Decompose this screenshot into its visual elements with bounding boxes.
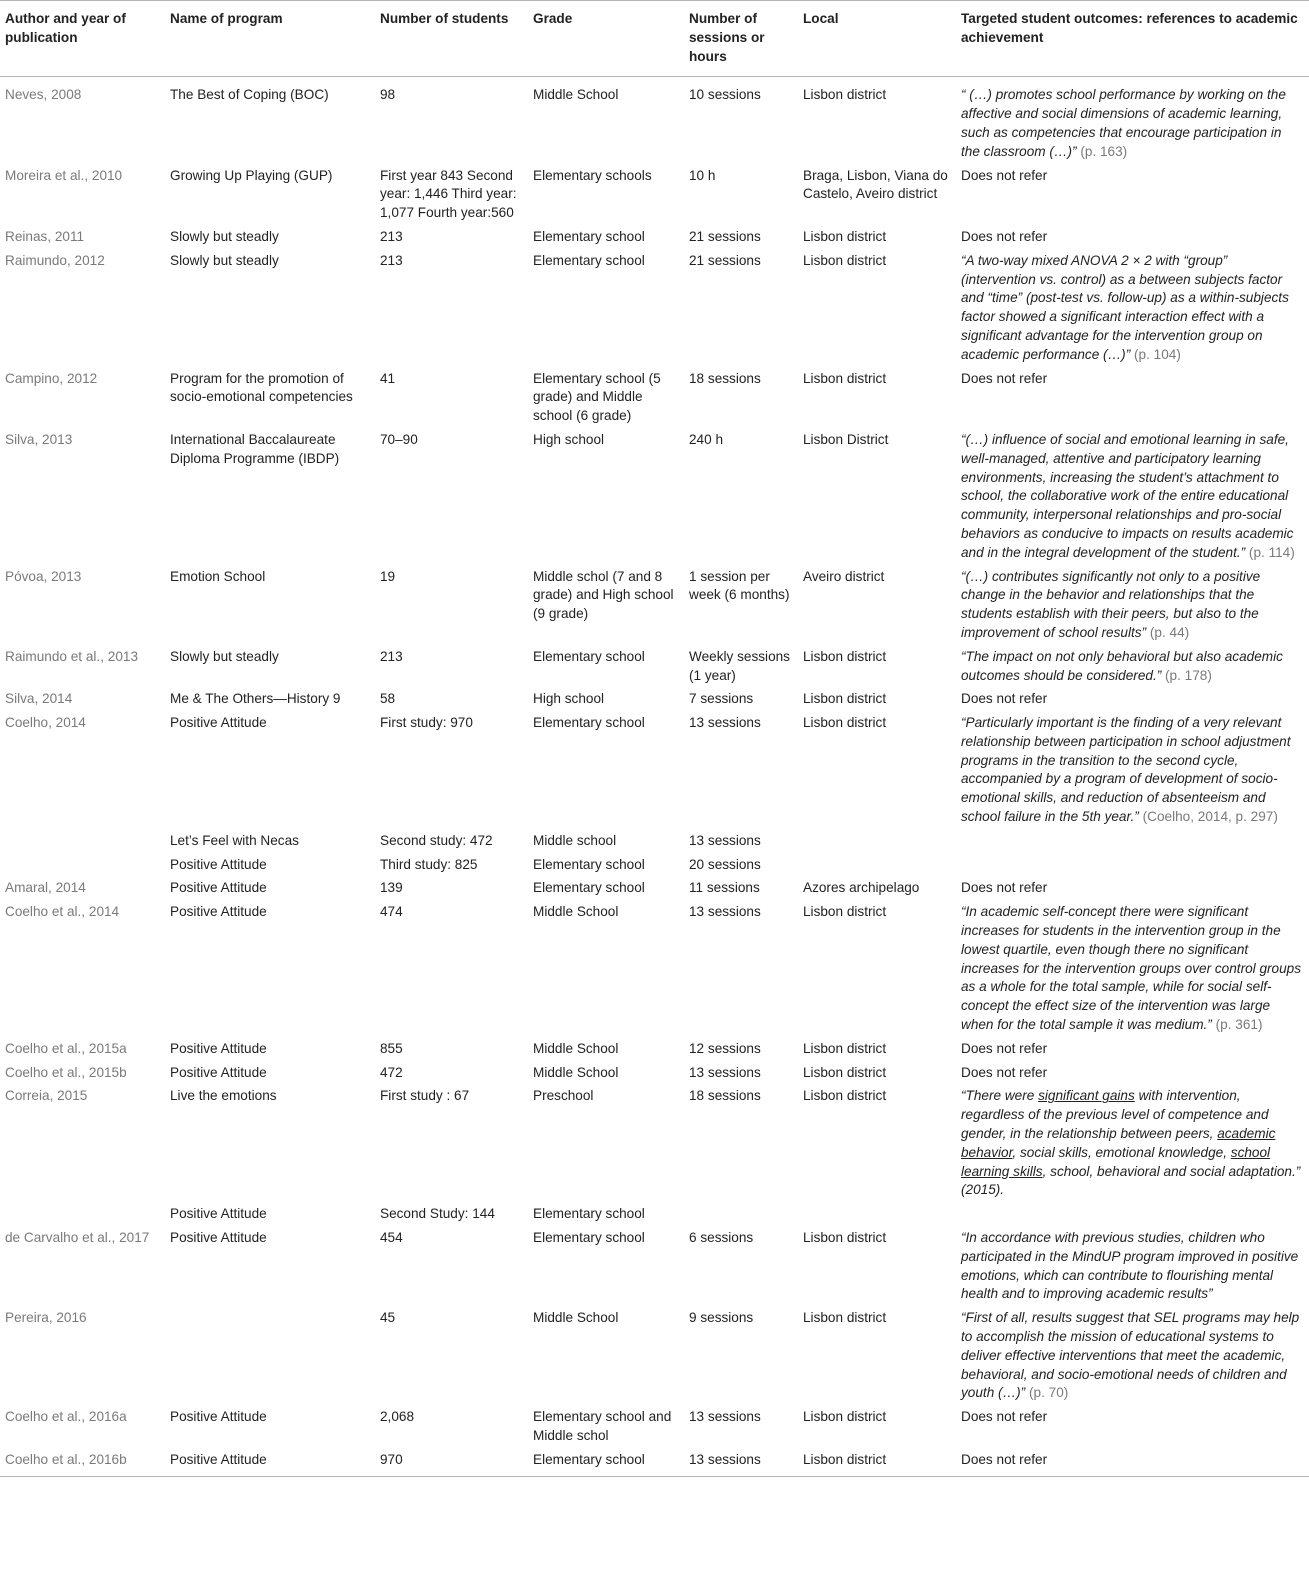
cell-outcome (956, 166, 1309, 227)
cell-program: Slowly but steadly (170, 252, 279, 268)
outcome-quote: “A two-way mixed ANOVA 2 × 2 with “group” (intervention vs. control) as a between subjects factor and “time” (post-test vs. follow-up) as a within-subjects factor showed a significant interaction effect with a significant advantage for the intervention group on academic performance (…)” (961, 252, 1289, 362)
cell-outcome (956, 855, 1309, 879)
cell-sessions: 10 sessions (689, 87, 761, 103)
cell-author: Póvoa, 2013 (5, 568, 82, 584)
cell-sessions: 12 sessions (689, 1040, 761, 1056)
header-local: Local (798, 1, 956, 77)
cell-program: Slowly but steadly (170, 228, 279, 244)
cell-program: International Baccalaureate Diploma Programme (IBDP) (170, 431, 340, 466)
header-grade: Grade (528, 1, 684, 77)
cell-grade: Elementary school (528, 1450, 684, 1476)
cell-outcome (956, 1228, 1309, 1308)
outcome-text: Does not refer (961, 1064, 1048, 1080)
cell-program: Positive Attitude (170, 1040, 267, 1056)
cell-local: Lisbon District (803, 431, 889, 447)
cell-author: Silva, 2014 (5, 691, 73, 707)
cell-author: Coelho et al., 2015a (5, 1040, 127, 1056)
cell-sessions: 6 sessions (689, 1230, 754, 1246)
cell-local: Lisbon district (803, 1064, 887, 1080)
outcome-page-ref: (p. 104) (1130, 346, 1181, 362)
cell-outcome (956, 1039, 1309, 1063)
table-row (0, 77, 1309, 166)
cell-sessions: 21 sessions (689, 228, 761, 244)
cell-local: Lisbon district (803, 1310, 887, 1326)
cell-grade: Elementary school (533, 880, 645, 896)
cell-sessions: 9 sessions (689, 1310, 754, 1326)
cell-sessions: 13 sessions (684, 1450, 798, 1476)
outcome-quote: “(…) influence of social and emotional learning in safe, well-managed, attentive and participatory learning environments, increasing the student’s attachment to school, the collaborative work of the entire educational community, interpersonal relationships and pro-social behaviors as conducive to impacts on results academic and in the integral development of the student.” (961, 431, 1294, 560)
cell-grade: Elementary school (533, 856, 645, 872)
cell-students: 454 (380, 1230, 403, 1246)
cell-outcome (956, 251, 1309, 369)
cell-program: Growing Up Playing (GUP) (170, 167, 333, 183)
cell-local: Lisbon district (803, 1230, 887, 1246)
cell-local: Lisbon district (803, 370, 887, 386)
outcome-text: Does not refer (961, 1409, 1048, 1425)
cell-author: Coelho, 2014 (5, 715, 86, 731)
cell-program: Let’s Feel with Necas (170, 832, 299, 848)
cell-sessions: Weekly sessions (1 year) (689, 648, 790, 683)
cell-program: Positive Attitude (165, 1450, 375, 1476)
cell-grade: High school (533, 431, 605, 447)
outcome-page-ref: (p. 163) (1076, 143, 1128, 159)
outcome-quote: “ (…) promotes school performance by working on the affective and social dimensions of academic learning, such as competencies that encourage participation in the classroom (…)” (961, 87, 1286, 159)
cell-local (798, 1204, 956, 1228)
table-row (0, 567, 1309, 647)
cell-local: Azores archipelago (803, 880, 920, 896)
cell-program: Live the emotions (170, 1088, 277, 1104)
table-row (0, 1063, 1309, 1087)
cell-grade: Elementary school (533, 1206, 645, 1222)
cell-students: 474 (380, 904, 403, 920)
cell-students: 58 (380, 691, 396, 707)
cell-program: The Best of Coping (BOC) (170, 87, 329, 103)
outcome-text: Does not refer (961, 880, 1048, 896)
cell-program: Slowly but steadly (170, 648, 279, 664)
cell-sessions: 1 session per week (6 months) (689, 568, 790, 603)
table-row (0, 1039, 1309, 1063)
cell-program: Positive Attitude (170, 1230, 267, 1246)
table-row (0, 855, 1309, 879)
table-row (0, 251, 1309, 369)
header-author: Author and year of publication (0, 1, 165, 77)
outcome-text: Does not refer (961, 370, 1048, 386)
outcome-page-ref: (p. 70) (1025, 1385, 1069, 1401)
cell-students: Second study: 472 (380, 832, 493, 848)
cell-sessions: 13 sessions (689, 1064, 761, 1080)
cell-students: First study : 67 (380, 1088, 470, 1104)
cell-local: Aveiro district (803, 568, 885, 584)
cell-local: Lisbon district (803, 904, 887, 920)
cell-author: Coelho et al., 2015b (5, 1064, 127, 1080)
cell-students: 45 (380, 1310, 396, 1326)
table-row (0, 166, 1309, 227)
cell-outcome (956, 1407, 1309, 1450)
cell-outcome (956, 1204, 1309, 1228)
cell-author: Moreira et al., 2010 (5, 167, 123, 183)
cell-author: Pereira, 2016 (5, 1310, 87, 1326)
cell-local (798, 831, 956, 855)
outcome-text: Does not refer (961, 1451, 1048, 1467)
cell-sessions: 18 sessions (689, 370, 761, 386)
table-row (0, 227, 1309, 251)
table-row (0, 713, 1309, 831)
cell-local: Lisbon district (803, 648, 887, 664)
outcome-quote: , school, behavioral and social adaptation.” (2015). (961, 1163, 1301, 1198)
cell-sessions: 7 sessions (689, 691, 754, 707)
cell-sessions: 13 sessions (689, 904, 761, 920)
cell-outcome (956, 567, 1309, 647)
cell-students: 19 (380, 568, 396, 584)
cell-sessions: 10 h (689, 167, 716, 183)
cell-grade: Middle school (533, 832, 617, 848)
cell-grade: Elementary school (533, 252, 645, 268)
cell-sessions: 13 sessions (689, 715, 761, 731)
cell-outcome (956, 878, 1309, 902)
cell-local (798, 855, 956, 879)
outcome-quote: “In academic self-concept there were significant increases for students in the intervention group in the lowest quartile, even though there no significant increases for the intervention groups over control groups as a whole for the total sample, while for social self-concept the effect size of the intervention was large when for the total sample it was medium.” (961, 904, 1302, 1033)
cell-sessions: 21 sessions (689, 252, 761, 268)
table-row (0, 689, 1309, 713)
table-row (0, 878, 1309, 902)
cell-grade: Middle School (533, 1310, 619, 1326)
cell-grade: High school (533, 691, 605, 707)
table-row (0, 1407, 1309, 1450)
table-row (0, 1204, 1309, 1228)
cell-students: 213 (380, 252, 403, 268)
cell-author: Campino, 2012 (5, 370, 98, 386)
outcome-page-ref: (p. 44) (1146, 624, 1190, 640)
cell-outcome (956, 1086, 1309, 1204)
outcome-quote: “There were (961, 1088, 1039, 1104)
cell-outcome (956, 369, 1309, 430)
cell-grade: Elementary school and Middle schol (533, 1409, 672, 1443)
cell-grade: Middle School (533, 1040, 619, 1056)
cell-outcome (956, 1063, 1309, 1087)
cell-grade: Preschool (533, 1088, 594, 1104)
header-students: Number of students (375, 1, 528, 77)
table-row (0, 430, 1309, 567)
outcome-emphasis: academic behavior (961, 1126, 1276, 1160)
cell-local: Lisbon district (803, 1409, 887, 1425)
cell-outcome (956, 227, 1309, 251)
outcome-page-ref: (p. 114) (1245, 544, 1295, 560)
cell-grade: Middle schol (7 and 8 grade) and High school (9 grade) (533, 568, 674, 622)
cell-students: Second Study: 144 (380, 1206, 495, 1222)
outcome-text: Does not refer (961, 228, 1048, 244)
table-row (0, 1450, 1309, 1476)
cell-sessions: 13 sessions (689, 1409, 761, 1425)
table-header (0, 1, 1309, 77)
cell-author: Coelho et al., 2016a (5, 1409, 127, 1425)
cell-grade: Middle School (533, 1064, 619, 1080)
cell-author (0, 831, 165, 855)
cell-outcome (956, 1450, 1309, 1476)
cell-students: 98 (380, 87, 396, 103)
outcome-page-ref: (Coelho, 2014, p. 297) (1138, 809, 1278, 825)
cell-grade: Elementary school (5 grade) and Middle school (6 grade) (533, 370, 661, 424)
cell-students: 41 (380, 370, 396, 386)
cell-program (165, 1308, 375, 1407)
cell-students: 213 (380, 228, 403, 244)
table-body (0, 77, 1309, 1476)
cell-grade: Elementary schools (533, 167, 652, 183)
cell-program: Me & The Others—History 9 (170, 691, 341, 707)
cell-local: Lisbon district (803, 691, 887, 707)
cell-author: Coelho et al., 2014 (5, 904, 120, 920)
cell-local: Braga, Lisbon, Viana do Castelo, Aveiro district (803, 167, 948, 202)
outcome-quote: “In accordance with previous studies, children who participated in the MindUP program improved in positive emotions, which can contribute to flourishing mental health and to improving academic results” (961, 1230, 1299, 1302)
cell-author: de Carvalho et al., 2017 (5, 1230, 150, 1246)
cell-students: First study: 970 (380, 715, 473, 731)
cell-grade: Elementary school (533, 648, 645, 664)
outcome-text: Does not refer (961, 167, 1048, 183)
cell-author: Neves, 2008 (5, 87, 82, 103)
cell-grade: Middle School (533, 904, 619, 920)
outcome-emphasis: significant gains (1038, 1088, 1135, 1104)
table-row (0, 1086, 1309, 1204)
cell-grade: Elementary school (533, 1230, 645, 1246)
cell-program: Positive Attitude (170, 715, 267, 731)
outcome-quote: “The impact on not only behavioral but also academic outcomes should be considered.” (961, 648, 1283, 683)
table-row (0, 1308, 1309, 1407)
outcome-quote: “Particularly important is the finding of a very relevant relationship between participation in school adjustment programs in the transition to the second cycle, accompanied by a program of development of socio-emotional skills, and reduction of absenteeism and school failure in the 5th year.” (961, 715, 1291, 825)
cell-sessions: 20 sessions (689, 856, 761, 872)
cell-author: Coelho et al., 2016b (0, 1450, 165, 1476)
cell-program: Positive Attitude (170, 1409, 267, 1425)
outcome-text: Does not refer (961, 691, 1048, 707)
cell-local: Lisbon district (803, 1040, 887, 1056)
cell-program: Program for the promotion of socio-emotional competencies (170, 370, 353, 405)
cell-local: Lisbon district (803, 1088, 887, 1104)
header-outcomes: Targeted student outcomes: references to academic achievement (956, 1, 1309, 77)
cell-author: Amaral, 2014 (5, 880, 86, 896)
table-row (0, 902, 1309, 1039)
cell-outcome (956, 430, 1309, 567)
cell-local: Lisbon district (798, 1450, 956, 1476)
outcome-page-ref: (p. 361) (1211, 1017, 1263, 1033)
cell-outcome (956, 713, 1309, 831)
cell-outcome (956, 77, 1309, 166)
header-program: Name of program (165, 1, 375, 77)
cell-students: First year 843 Second year: 1,446 Third year: 1,077 Fourth year:560 (380, 167, 517, 221)
cell-author (0, 855, 165, 879)
cell-sessions (684, 1204, 798, 1228)
outcome-page-ref: (p. 178) (1161, 667, 1212, 683)
cell-author: Correia, 2015 (5, 1088, 88, 1104)
cell-students: 472 (380, 1064, 403, 1080)
cell-author: Reinas, 2011 (5, 228, 85, 244)
outcome-quote: “First of all, results suggest that SEL programs may help to accomplish the mission of educational systems to deliver effective interventions that meet the academic, behavioral, and socio-emotional needs of children and youth (…)” (961, 1310, 1300, 1401)
cell-students: 855 (380, 1040, 403, 1056)
cell-local: Lisbon district (803, 715, 887, 731)
table-row (0, 369, 1309, 430)
cell-author (0, 1204, 165, 1228)
cell-sessions: 18 sessions (689, 1088, 761, 1104)
cell-students: 70–90 (380, 431, 418, 447)
cell-author: Raimundo et al., 2013 (5, 648, 139, 664)
outcome-quote: “(…) contributes significantly not only to a positive change in the behavior and relationships that the students establish with their peers, but also to the improvement of school results” (961, 568, 1261, 640)
cell-sessions: 11 sessions (689, 880, 760, 896)
cell-outcome (956, 831, 1309, 855)
cell-local: Lisbon district (803, 252, 887, 268)
header-row (0, 1, 1309, 77)
cell-grade: Middle School (533, 87, 619, 103)
table-row (0, 1228, 1309, 1308)
cell-grade: Elementary school (533, 715, 645, 731)
cell-program: Positive Attitude (170, 1206, 267, 1222)
cell-program: Emotion School (170, 568, 266, 584)
cell-sessions: 13 sessions (689, 832, 761, 848)
table-row (0, 831, 1309, 855)
cell-sessions: 240 h (689, 431, 724, 447)
cell-outcome (956, 689, 1309, 713)
outcome-quote: with intervention, regardless of the previous level of competence and gender, in the relationship between peers, (961, 1088, 1269, 1142)
cell-students: Third study: 825 (380, 856, 478, 872)
cell-outcome (956, 647, 1309, 690)
table-row (0, 647, 1309, 690)
cell-students: 139 (380, 880, 403, 896)
cell-outcome (956, 1308, 1309, 1407)
header-sessions: Number of sessions or hours (684, 1, 798, 77)
cell-local: Lisbon district (803, 228, 887, 244)
outcome-text: Does not refer (961, 1040, 1048, 1056)
outcome-emphasis: school learning skills (961, 1144, 1271, 1179)
cell-program: Positive Attitude (170, 1064, 267, 1080)
cell-author: Raimundo, 2012 (5, 252, 105, 268)
cell-students: 2,068 (380, 1409, 415, 1425)
cell-program: Positive Attitude (170, 880, 267, 896)
cell-students: 213 (380, 648, 403, 664)
cell-program: Positive Attitude (170, 904, 267, 920)
cell-outcome (956, 902, 1309, 1039)
cell-author: Silva, 2013 (5, 431, 73, 447)
cell-program: Positive Attitude (170, 856, 267, 872)
cell-grade: Elementary school (533, 228, 645, 244)
cell-students: 970 (375, 1450, 528, 1476)
cell-local: Lisbon district (803, 87, 887, 103)
outcome-quote: , social skills, emotional knowledge, (1012, 1144, 1231, 1160)
